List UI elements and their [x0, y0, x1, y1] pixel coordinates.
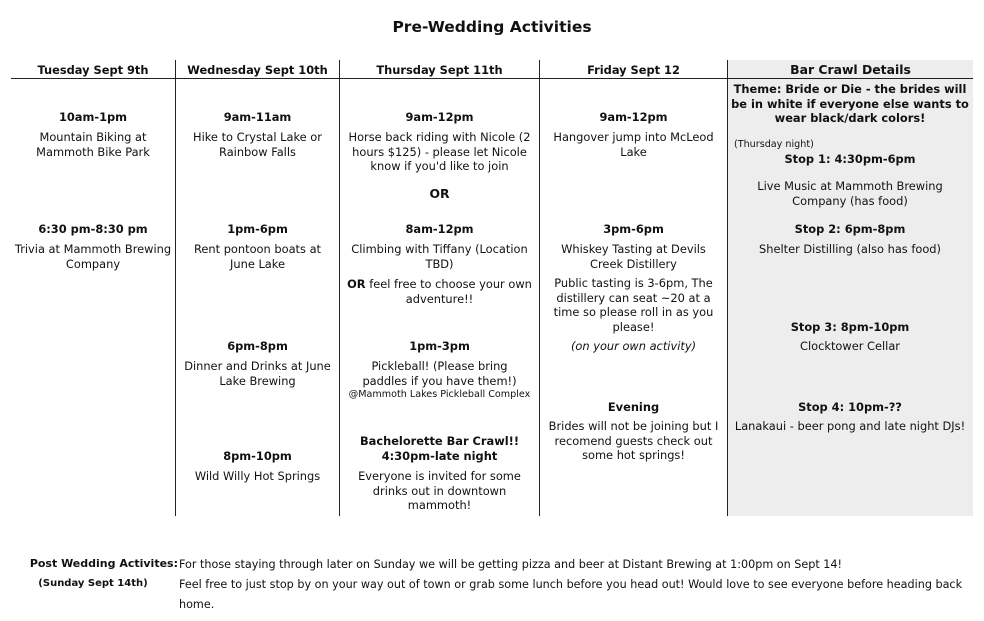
friday-activity-1: Hangover jump into McLeod Lake	[553, 130, 714, 159]
friday-activity-2: Whiskey Tasting at Devils Creek Distillery	[561, 242, 706, 271]
friday-activity-3: Brides will not be joining but I recomend guests check out some hot springs!	[548, 419, 719, 462]
bar-crawl-stop-1-time: Stop 1: 4:30pm-6pm	[784, 152, 916, 166]
post-wedding-line-1: For those staying through later on Sunday we will be getting pizza and beer at Distant Brewing at 1:00pm on Sept 14!	[179, 558, 843, 571]
bar-crawl-stop-4-place: Lanakaui - beer pong and late night DJs!	[734, 419, 966, 433]
wednesday-activity-2: Rent pontoon boats at June Lake	[193, 242, 322, 271]
friday-activity-2-note: Public tasting is 3-6pm, The distillery can seat ~20 at a time so please roll in as you please!	[553, 276, 714, 334]
post-wedding-line-2: Feel free to just stop by on your way out of town or grab some lunch before you head out! Would love to see everyone before heading back home.	[179, 578, 963, 611]
friday-time-2: 3pm-6pm	[603, 222, 664, 236]
thursday-activity-3-location: @Mammoth Lakes Pickleball Complex	[348, 389, 531, 400]
wednesday-activity-1: Hike to Crystal Lake or Rainbow Falls	[193, 130, 322, 159]
bar-crawl-theme: Theme: Bride or Die - the brides will be in white if everyone else wants to wear black/dark colors!	[731, 82, 969, 125]
thursday-activity-1: Horse back riding with Nicole (2 hours $125) - please let Nicole know if you'd like to join	[348, 130, 531, 173]
column-divider	[339, 60, 340, 516]
column-header-friday: Friday Sept 12	[587, 63, 680, 77]
bar-crawl-stop-3-place: Clocktower Cellar	[800, 339, 900, 353]
thursday-own-adventure	[346, 277, 533, 306]
tuesday-time-1: 10am-1pm	[58, 110, 128, 124]
column-header-bar-crawl: Bar Crawl Details	[790, 62, 911, 77]
thursday-own-adventure-text: feel free to choose your own adventure!!	[365, 277, 532, 306]
column-header-thursday: Thursday Sept 11th	[376, 63, 503, 77]
wednesday-time-4: 8pm-10pm	[223, 449, 292, 463]
thursday-or-label: OR	[429, 186, 450, 201]
column-header-wednesday: Wednesday Sept 10th	[187, 63, 328, 77]
thursday-time-3: 1pm-3pm	[409, 339, 470, 353]
wednesday-time-1: 9am-11am	[223, 110, 292, 124]
tuesday-activity-1: Mountain Biking at Mammoth Bike Park	[36, 130, 150, 159]
bar-crawl-stop-4-time: Stop 4: 10pm-??	[798, 400, 902, 414]
post-wedding-label: Post Wedding Activites:	[29, 557, 178, 570]
thursday-or-emphasis: OR	[347, 277, 366, 291]
wednesday-activity-3: Dinner and Drinks at June Lake Brewing	[184, 359, 331, 388]
thursday-activity-3: Pickleball! (Please bring paddles if you have them!)	[362, 359, 517, 388]
bar-crawl-stop-1-place: Live Music at Mammoth Brewing Company (has food)	[757, 179, 943, 208]
thursday-activity-2: Climbing with Tiffany (Location TBD)	[351, 242, 528, 271]
bar-crawl-stop-2-place: Shelter Distilling (also has food)	[759, 242, 941, 256]
wednesday-time-2: 1pm-6pm	[227, 222, 288, 236]
thursday-time-1: 9am-12pm	[405, 110, 474, 124]
wednesday-activity-4: Wild Willy Hot Springs	[194, 469, 321, 483]
thursday-activity-4: Everyone is invited for some drinks out in downtown mammoth!	[358, 469, 521, 512]
column-divider	[727, 60, 728, 516]
tuesday-time-2: 6:30 pm-8:30 pm	[38, 222, 148, 236]
friday-time-3: Evening	[607, 400, 660, 414]
thursday-time-4: Bachelorette Bar Crawl!! 4:30pm-late night	[359, 434, 520, 463]
column-divider	[539, 60, 540, 516]
thursday-time-2: 8am-12pm	[405, 222, 474, 236]
column-header-tuesday: Tuesday Sept 9th	[37, 63, 149, 77]
post-wedding-date: (Sunday Sept 14th)	[38, 578, 148, 589]
wednesday-time-3: 6pm-8pm	[227, 339, 288, 353]
bar-crawl-stop-2-time: Stop 2: 6pm-8pm	[794, 222, 906, 236]
bar-crawl-column-background	[727, 60, 973, 516]
bar-crawl-stop-3-time: Stop 3: 8pm-10pm	[790, 320, 910, 334]
friday-time-1: 9am-12pm	[599, 110, 668, 124]
header-divider	[11, 78, 973, 79]
tuesday-activity-2: Trivia at Mammoth Brewing Company	[14, 242, 172, 271]
bar-crawl-thursday-night: (Thursday night)	[734, 139, 814, 150]
friday-own-activity-note: (on your own activity)	[570, 339, 697, 353]
page-title: Pre-Wedding Activities	[392, 18, 592, 36]
column-divider	[175, 60, 176, 516]
